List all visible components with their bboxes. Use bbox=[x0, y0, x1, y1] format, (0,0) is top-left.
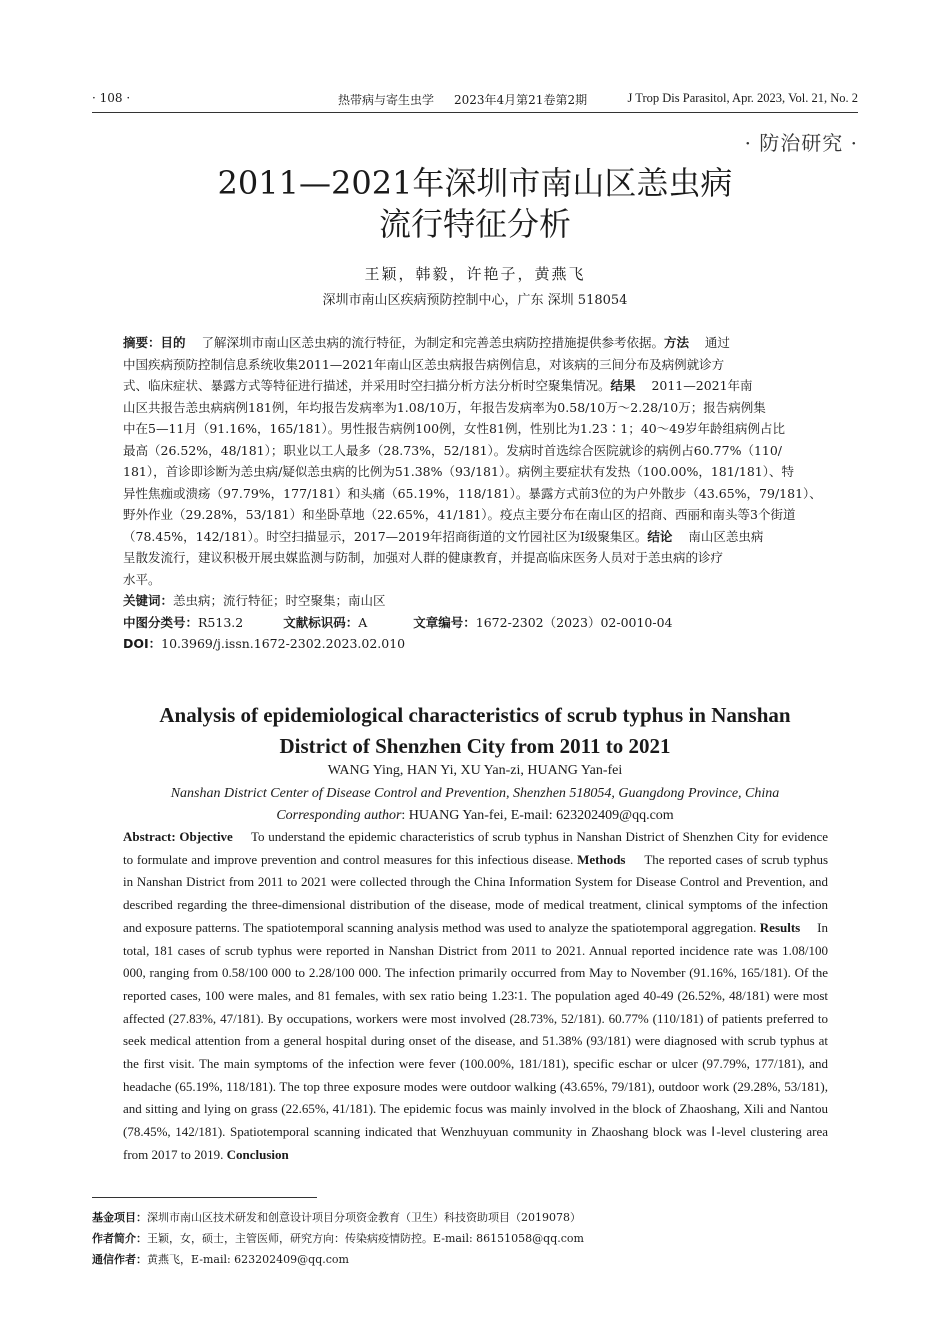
doi-label: DOI： bbox=[123, 636, 162, 651]
conclusion-label-en: Conclusion bbox=[226, 1146, 289, 1162]
journal-name-cn: 热带病与寄生虫学 bbox=[338, 93, 435, 107]
author-bio-label: 作者简介： bbox=[92, 1232, 147, 1245]
doi-line bbox=[123, 633, 828, 655]
abstract-cn-label: 摘要： bbox=[123, 335, 161, 350]
footnote-author bbox=[92, 1230, 584, 1246]
article-number-value: 1672-2302（2023）02-0010-04 bbox=[475, 614, 673, 630]
authors-en: WANG Ying, HAN Yi, XU Yan-zi, HUANG Yan-fei bbox=[327, 763, 623, 778]
doc-code-label: 文献标识码： bbox=[283, 614, 359, 630]
abstract-cn-line: 181），首诊即诊断为恙虫病/疑似恙虫病的比例为51.38%（93/181）。病例主要症状有发热（100.00%，181/181）、特 bbox=[123, 464, 795, 479]
corresponding-en bbox=[0, 808, 950, 824]
classification-line bbox=[123, 612, 828, 634]
affiliation-cn: 深圳市南山区疾病预防控制中心，广东 深圳 518054 bbox=[322, 293, 628, 308]
conclusion-label-cn: 结论 bbox=[647, 528, 673, 544]
title-en-line-1: Analysis of epidemiological characteristics of scrub typhus in Nanshan bbox=[159, 703, 791, 727]
section-label: · 防治研究 · bbox=[744, 131, 858, 155]
journal-issue-cn: 2023年4月第21卷第2期 bbox=[454, 93, 588, 107]
objective-text-en: To understand the epidemic characteristics of scrub typhus in Nanshan District of Shenzhen City for evidence to formulate and improve prevention and control measures for this infectious disease. bbox=[123, 829, 829, 867]
abstract-cn-line: 水平。 bbox=[123, 571, 161, 587]
corresponding-text-en: : HUANG Yan-fei, E-mail: 623202409@qq.com bbox=[401, 808, 674, 823]
footnote-rule bbox=[92, 1197, 317, 1198]
footnote-fund bbox=[92, 1209, 581, 1225]
abstract-cn-line: 中在5—11月（91.16%，165/181）。男性报告病例100例，女性81例，性别比为1.23∶1；40～49岁年龄组病例占比 bbox=[123, 421, 786, 436]
authors-cn: 王颖，韩毅，许艳子，黄燕飞 bbox=[364, 265, 586, 283]
abstract-cn bbox=[123, 332, 828, 655]
abstract-cn-line bbox=[123, 375, 828, 397]
keywords-cn bbox=[123, 590, 828, 612]
abstract-cn-text: 2011—2021年南 bbox=[651, 378, 753, 393]
methods-label-cn: 方法 bbox=[663, 335, 689, 350]
methods-text-cn: 通过 bbox=[704, 335, 730, 350]
title-cn-line-2: 流行特征分析 bbox=[378, 205, 571, 243]
objective-label-cn: 目的 bbox=[160, 335, 186, 350]
abstract-cn-line: 野外作业（29.28%，53/181）和坐卧草地（22.65%，41/181）。疫点主要分布在南山区的招商、西丽和南头等3个街道 bbox=[123, 507, 796, 522]
abstract-en bbox=[123, 826, 828, 1167]
results-text-en: In total, 181 cases of scrub typhus were reported in Nanshan District from 2011 to 2021. Annual reported incidence rate was 1.08/100 000, ranging from 0.58/100 000 to 2.28/100 000. The infection primarily occurred from May to November (91.16%, 165/181). Of the reported cases, 100 were males, and 81 females, with sex ratio being 1.23∶1. The population aged 40-49 (26.52%, 48/181) were most affected (27.83%, 47/181). By occupations, workers were most involved (28.73%, 52/181). 60.77% (110/181) of patients preferred to seek medical attention from a general hospital during onset of the disease, and 51.38% (93/181) were diagnosed with scrub typhus at the first visit. The main symptoms of the infection were fever (100.00%, 181/181), specific eschar or ulcer (97.79%, 177/181), and headache (65.19%, 118/181). The top three exposure modes were outdoor walking (43.65%, 79/181), outdoor work (29.28%, 53/181), and sitting and lying on grass (22.65%, 41/181). The epidemic focus was mainly involved in the block of Zhaoshang, Xili and Nantou (78.45%, 142/181). Spatiotemporal scanning indicated that Wenzhuyuan community in Zhaoshang block was Ⅰ-level clustering area from 2017 to 2019. bbox=[123, 919, 829, 1162]
corresponding-label-en: Corresponding author bbox=[276, 808, 402, 823]
header-rule bbox=[92, 112, 858, 113]
abstract-cn-line: 最高（26.52%，48/181）；职业以工人最多（28.73%，52/181）。发病时首选综合医院就诊的病例占60.77%（110/ bbox=[123, 442, 783, 458]
footnote-corresponding bbox=[92, 1251, 349, 1267]
results-label-cn: 结果 bbox=[610, 378, 636, 393]
abstract-cn-line: 中国疾病预防控制信息系统收集2011—2021年南山区恙虫病报告病例信息，对该病的三间分布及病例就诊方 bbox=[123, 356, 725, 372]
abstract-cn-text: 南山区恙虫病 bbox=[688, 528, 764, 544]
doi-value: 10.3969/j.issn.1672-2302.2023.02.010 bbox=[161, 636, 406, 651]
abstract-cn-text: 式、临床症状、暴露方式等特征进行描述，并采用时空扫描分析方法分析时空聚集情况。 bbox=[123, 378, 611, 393]
abstract-cn-text: （78.45%，142/181）。时空扫描显示，2017—2019年招商街道的文竹园社区为Ⅰ级聚集区。 bbox=[123, 528, 648, 544]
title-en-line-2: District of Shenzhen City from 2011 to 2021 bbox=[279, 734, 671, 758]
article-number-label: 文章编号： bbox=[413, 614, 476, 630]
keywords-label-cn: 关键词： bbox=[123, 593, 174, 608]
objective-text-cn: 了解深圳市南山区恙虫病的流行特征，为制定和完善恙虫病防控措施提供参考依据。 bbox=[201, 335, 664, 350]
clc-value: R513.2 bbox=[198, 614, 244, 630]
results-label-en: Results bbox=[759, 919, 801, 935]
journal-citation-en: J Trop Dis Parasitol, Apr. 2023, Vol. 21, No. 2 bbox=[627, 91, 858, 105]
affiliation-en: Nanshan District Center of Disease Control and Prevention, Shenzhen 518054, Guangdong Province, China bbox=[170, 786, 780, 801]
author-bio-text: 王颖，女，硕士，主管医师，研究方向：传染病疫情防控。E-mail: 86151058@qq.com bbox=[147, 1232, 584, 1245]
clc-label: 中图分类号： bbox=[123, 614, 199, 630]
fund-label: 基金项目： bbox=[92, 1211, 147, 1224]
fund-text: 深圳市南山区技术研发和创意设计项目分项资金教育（卫生）科技资助项目（2019078） bbox=[147, 1211, 581, 1224]
corr-author-label: 通信作者： bbox=[92, 1253, 147, 1266]
methods-text-en: The reported cases of scrub typhus in Nanshan District from 2011 to 2021 were collected through the China Information System for Disease Control and Prevention, and described regarding the three-dimensional distribution of the disease, mode of medical treatment, clinical symptoms of the infection and exposure patterns. The spatiotemporal scanning analysis method was used to analyze the spatiotemporal aggregation. bbox=[123, 851, 829, 935]
keywords-text-cn: 恙虫病；流行特征；时空聚集；南山区 bbox=[173, 593, 386, 608]
abstract-cn-line: 山区共报告恙虫病病例181例，年均报告发病率为1.08/10万，年报告发病率为0.58/10万～2.28/10万；报告病例集 bbox=[123, 399, 766, 415]
methods-label-en: Methods bbox=[577, 851, 626, 867]
objective-label-en: Objective bbox=[179, 829, 233, 844]
page-number: · 108 · bbox=[92, 91, 131, 105]
abstract-en-label: Abstract: bbox=[123, 829, 176, 844]
title-cn-line-1: 2011—2021年深圳市南山区恙虫病 bbox=[217, 164, 733, 202]
doc-code-value: A bbox=[358, 614, 368, 630]
abstract-cn-line bbox=[123, 332, 828, 354]
corr-author-text: 黄燕飞，E-mail: 623202409@qq.com bbox=[147, 1253, 349, 1266]
abstract-cn-line: 异性焦痂或溃疡（97.79%，177/181）和头痛（65.19%，118/181）。暴露方式前3位的为户外散步（43.65%，79/181）、 bbox=[123, 485, 822, 501]
abstract-cn-line bbox=[123, 526, 828, 548]
abstract-cn-line: 呈散发流行，建议积极开展虫媒监测与防制，加强对人群的健康教育，并提高临床医务人员对于恙虫病的诊疗 bbox=[123, 550, 724, 565]
